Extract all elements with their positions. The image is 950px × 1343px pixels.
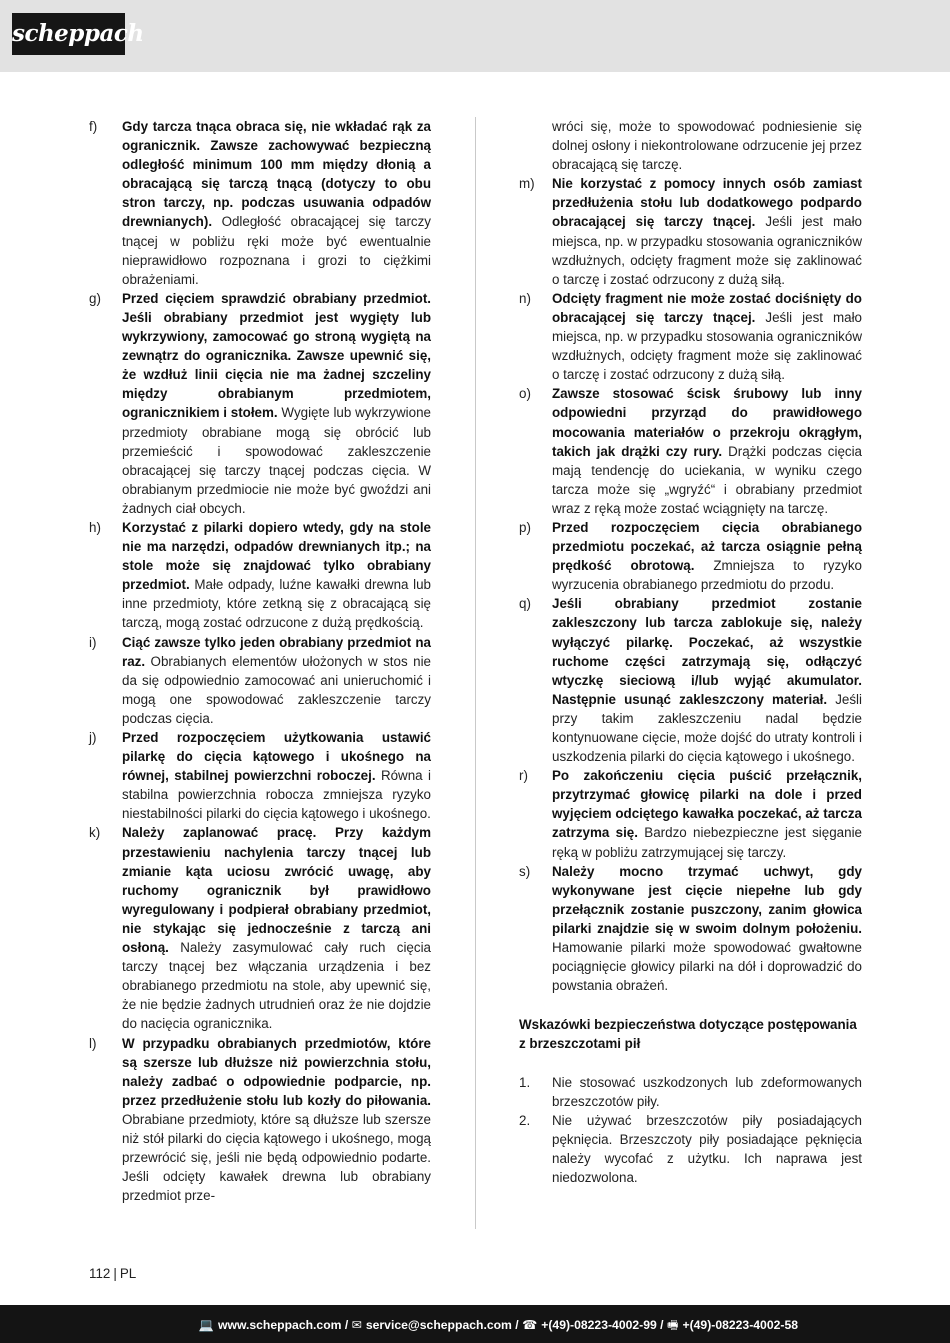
item-text: [122, 728, 431, 823]
header-band: [0, 0, 950, 72]
item-bold-text: Przed rozpoczęciem cięcia obrabianego przedmiotu poczekać, aż tarcza osiągnie pełną prędkość obrotową.: [552, 519, 862, 574]
item-label: m): [519, 176, 535, 192]
column-divider: [475, 117, 476, 1229]
list-item: [519, 289, 862, 384]
footer-phone: +(49)-08223-4002-99 /: [541, 1318, 664, 1332]
item-label: p): [519, 519, 531, 535]
list-item: [89, 633, 431, 728]
continued-text: wróci się, może to spowodować podniesienie się dolnej osłony i niekontrolowane odrzucenie jej przez obracającą się tarczę.: [552, 119, 862, 173]
item-normal-text: Drążki podczas cięcia mają tendencję do uciekania, w wyniku czego tarcza może się „wgryźć“ i obrabiany przedmiot wraz z ręką może zostać wciągnięty na tarczę.: [552, 443, 863, 516]
item-normal-text: Jeśli jest mało miejsca, np. w przypadku stosowania ograniczników wzdłużnych, odcięty fragment może się zaklinować o tarczę i zostać odrzucony z dużą siłą.: [552, 309, 862, 383]
item-label: h): [89, 519, 101, 535]
list-item: [519, 862, 862, 996]
item-label: i): [89, 634, 97, 650]
item-bold-text: Ciąć zawsze tylko jeden obrabiany przedmiot na raz.: [122, 634, 431, 669]
item-normal-text: Małe odpady, luźne kawałki drewna lub inne przedmioty, które zetkną się z obracającą się tarczą, mogą zostać odrzucone z dużą prędkością.: [122, 577, 431, 631]
footer-band: [0, 1305, 950, 1343]
list-item: [519, 384, 862, 518]
item-normal-text: Hamowanie pilarki może spowodować gwałtowne pociągnięcie głowicy pilarki na dół i doprowadzić do powstania obrażeń.: [552, 940, 862, 994]
item-normal-text: Odległość obracającej się tarczy tnącej w pobliżu ręki może być ewentualnie nieprawidłowo rozpoznana i grozi to ciężkimi obrażeniami.: [122, 214, 431, 287]
item-bold-text: Gdy tarcza tnąca obraca się, nie wkładać rąk za ogranicznik. Zawsze zachowywać bezpieczną odległość minimum 100 mm między dłonią a obracającą się tarczą tnącą (dotyczy to obu stron tarczy, np. podczas usuwania odpadów drewnianych).: [122, 119, 431, 230]
computer-icon: 💻: [198, 1318, 214, 1332]
item-text: Nie stosować uszkodzonych lub zdeformowanych brzeszczotów piły.: [552, 1074, 862, 1109]
item-text: [122, 289, 431, 518]
item-bold-text: Korzystać z pilarki dopiero wtedy, gdy na stole nie ma narzędzi, odpadów drewnianych itp.; na stole może się znajdować tylko obrabiany przedmiot.: [122, 519, 431, 593]
item-label: s): [519, 863, 531, 879]
item-text: [122, 1034, 431, 1206]
item-bold-text: Po zakończeniu cięcia puścić przełącznik, przytrzymać głowicę pilarki na dole i przed wyjęciem odciętego kawałka poczekać, aż tarcza zatrzyma się.: [552, 768, 862, 841]
item-normal-text: Zmniejsza to ryzyko wyrzucenia obrabianego przedmiotu do przodu.: [552, 558, 862, 593]
numbered-item: [519, 1111, 862, 1187]
list-item: [89, 728, 431, 823]
item-label: r): [519, 768, 528, 784]
footer-web: www.scheppach.com /: [218, 1318, 349, 1332]
item-bold-text: Zawsze stosować ścisk śrubowy lub inny odpowiedni przyrząd do prawidłowego mocowania materiałów o przekroju okrągłym, takich jak drążki czy rury.: [552, 386, 862, 459]
item-label: l): [89, 1035, 97, 1051]
item-bold-text: Nie korzystać z pomocy innych osób zamiast przedłużenia stołu lub dodatkowego podpardo obracającej się tarczy tnącej.: [552, 176, 862, 230]
item-text: [552, 594, 862, 766]
item-label: k): [89, 825, 101, 841]
item-text: [552, 384, 862, 518]
item-normal-text: Obrabiane przedmioty, które są dłuższe lub szersze niż stół pilarki do cięcia kątowego i ukośnego, mogą przewrócić się, jeśli nie będą odpowiednio podarte. Jeśli odcięty kawałek drewna lub obrabiany przedmiot prze-: [122, 1111, 431, 1204]
list-item: [519, 766, 862, 861]
item-label: q): [519, 596, 531, 612]
list-item: [89, 117, 431, 289]
item-bold-text: Jeśli obrabiany przedmiot zostanie zakleszczony lub tarcza zablokuje się, należy wyłączyć pilarkę. Poczekać, aż wszystkie ruchome części zatrzymają się, odłączyć wtyczkę sieciową i/lub wyjąć akumulator. Następnie usunąć zakleszczony materiał.: [552, 596, 862, 707]
item-text: [122, 633, 431, 728]
item-bold-text: Przed rozpoczęciem użytkowania ustawić pilarkę do cięcia kątowego i ukośnego na równej, stabilnej powierzchni roboczej.: [122, 730, 431, 784]
item-text: [552, 862, 862, 996]
item-text: [552, 518, 862, 594]
item-number: 1.: [519, 1074, 531, 1090]
item-normal-text: Obrabianych elementów ułożonych w stos nie da się odpowiednio zamocować ani unieruchomić i mogą one spowodować zakleszczenie tarczy podczas cięcia.: [122, 653, 431, 726]
footer-mail: service@scheppach.com /: [365, 1318, 519, 1332]
list-item: [89, 1034, 431, 1206]
item-text: [552, 289, 862, 384]
item-normal-text: Bardzo niebezpieczne jest sięganie ręką w pobliżu zatrzymującej się tarczy.: [552, 825, 862, 860]
item-label: f): [89, 119, 98, 134]
right-column: [519, 117, 862, 1187]
list-item: [89, 823, 431, 1033]
item-bold-text: W przypadku obrabianych przedmiotów, które są szersze lub dłuższe niż powierzchnia stołu, należy zadbać o odpowiednie podparcie, np. przez przedłużenie stołu lub kozły do piłowania.: [122, 1035, 431, 1108]
item-text: [122, 518, 431, 633]
item-normal-text: Jeśli jest mało miejsca, np. w przypadku stosowania ograniczników wzdłużnych, odcięty fragment może się zaklinować o tarczę i zostać odrzucony z dużą siłą.: [552, 214, 862, 287]
footer-fax: +(49)-08223-4002-58: [682, 1318, 798, 1332]
list-item: [519, 594, 862, 766]
item-label: g): [89, 290, 101, 306]
item-text: Nie używać brzeszczotów piły posiadających pęknięcia. Brzeszczoty piły posiadające pęknięcia należy wycofać z użytku. Ich naprawa jest niedozwolona.: [552, 1112, 862, 1185]
list-item: [519, 518, 862, 594]
item-text: [552, 766, 862, 861]
section-heading: Wskazówki bezpieczeństwa dotyczące postępowania z brzeszczotami pił: [519, 1017, 857, 1052]
item-label: n): [519, 290, 531, 306]
item-bold-text: Należy zaplanować pracę. Przy każdym przestawieniu nachylenia tarczy tnącej lub zmianie kąta uciosu zwrócić uwagę, aby ruchomy ogranicznik był prawidłowo wyregulowany i podpierał obrabiany przedmiot, nie stykając się jednocześnie z tarczą ani osłoną.: [122, 825, 431, 956]
item-bold-text: Należy mocno trzymać uchwyt, gdy wykonywane jest cięcie niepełne lub gdy przełącznik zostanie puszczony, zanim głowica pilarki znajdzie się w swoim dolnym położeniu.: [552, 863, 862, 936]
list-item: [89, 289, 431, 518]
page-language: PL: [119, 1266, 137, 1281]
scheppach-logo: scheppach: [12, 13, 125, 55]
item-normal-text: Równa i stabilna powierzchnia robocza zmniejsza ryzyko niestabilności pilarki do cięcia kątowego i ukośnego.: [122, 768, 431, 822]
item-bold-text: Przed cięciem sprawdzić obrabiany przedmiot. Jeśli obrabiany przedmiot jest wygięty lub wykrzywiony, zamocować go stroną wygiętą na zewnątrz do ogranicznika. Zawsze upewnić się, że wzdłuż linii cięcia nie ma żadnej szczeliny między obrabianym przedmiotem, ogranicznikiem i stołem.: [122, 290, 431, 421]
item-label: j): [89, 730, 97, 745]
item-number: 2.: [519, 1112, 531, 1128]
page-number-value: 112: [89, 1266, 111, 1281]
left-column: [89, 117, 431, 1205]
item-normal-text: Wygięte lub wykrzywione przedmioty obrabiane mogą się obrócić lub przemieścić i spowodować zakleszczenie obracającej się tarczy tnącej podczas cięcia. W obrabianym przedmiocie nie może być gwoździ ani żadnych ciał obcych.: [122, 405, 431, 516]
item-bold-text: Odcięty fragment nie może zostać dociśnięty do obracającej się tarczy tnącej.: [552, 290, 862, 325]
phone-icon: ☎: [522, 1318, 538, 1332]
page-number: [89, 1266, 136, 1281]
list-item: [519, 174, 862, 289]
item-text: [552, 174, 862, 289]
page-number-separator: |: [113, 1266, 117, 1281]
envelope-icon: ✉: [351, 1318, 362, 1332]
list-item: [89, 518, 431, 633]
item-text: [122, 117, 431, 289]
item-text: [122, 823, 431, 1033]
item-label: o): [519, 386, 531, 402]
fax-icon: 🖷: [666, 1318, 679, 1332]
item-normal-text: Jeśli przy takim zakleszczeniu nadal będzie kontynuowane cięcie, może dojść do utraty kontroli i uszkodzenia pilarki do cięcia kątowego i ukośnego.: [552, 691, 862, 765]
footer-contact: [199, 1316, 798, 1337]
numbered-item: [519, 1073, 862, 1111]
item-normal-text: Należy zasymulować cały ruch cięcia tarczy tnącej bez włączania urządzenia i bez obrabianego przedmiotu na stole, aby upewnić się, że nie będzie żadnych utrudnień oraz że nie dojdzie do nacięcia ogranicznika.: [122, 940, 431, 1032]
